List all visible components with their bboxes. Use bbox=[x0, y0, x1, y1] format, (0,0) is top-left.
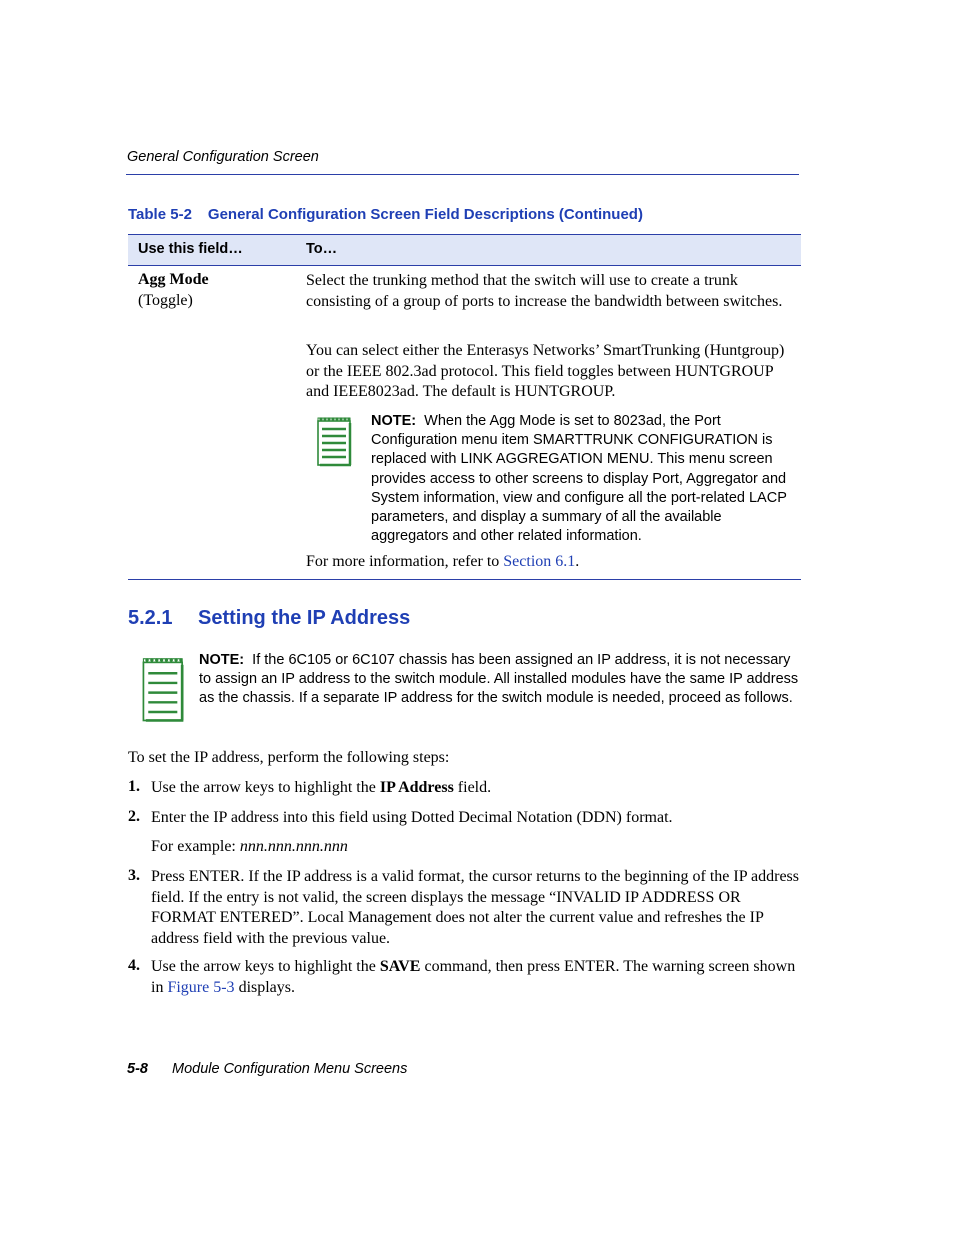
table-bottom-rule bbox=[128, 579, 801, 580]
running-header: General Configuration Screen bbox=[127, 149, 319, 165]
notepad-icon bbox=[141, 655, 187, 723]
header-rule bbox=[126, 174, 799, 175]
table-caption bbox=[128, 206, 643, 223]
step-text: Enter the IP address into this field using Dotted Decimal Notation (DDN) format. bbox=[151, 809, 673, 826]
note-body: If the 6C105 or 6C107 chassis has been assigned an IP address, it is not necessary to assign an IP address to the switch module. All installed modules have the same IP address as the chassis. If a separate IP address for the switch module is needed, proceed as follows. bbox=[199, 652, 799, 707]
note-body: When the Agg Mode is set to 8023ad, the Port Configuration menu item SMARTTRUNK CONFIGURATION is replaced with LINK AGGREGATION MENU. This menu screen provides access to other screens to display Port, Aggregator and System information, view and configure all the port-related LACP parameters, and display a summary of all the available aggregators and other related information. bbox=[371, 413, 787, 545]
section-number: 5.2.1 bbox=[128, 607, 173, 629]
note-agg-mode bbox=[371, 412, 796, 546]
step-text: Use the arrow keys to highlight the IP Address field. bbox=[151, 779, 492, 796]
field-type: (Toggle) bbox=[138, 292, 193, 309]
note-label: NOTE: bbox=[199, 652, 245, 668]
footer-title: Module Configuration Menu Screens bbox=[172, 1061, 408, 1077]
column-header-field: Use this field… bbox=[138, 241, 243, 257]
step-text: Press ENTER. If the IP address is a valid format, the cursor returns to the beginning of the IP address field. If the entry is not valid, the screen displays the message “INVALID IP ADDRESS OR FORMAT ENTERED”. Local Management does not alter the current value and refreshes the IP address field with the previous value. bbox=[151, 868, 799, 947]
field-name: Agg Mode bbox=[138, 271, 209, 288]
field-description-paragraph: Select the trunking method that the switch will use to create a trunk consisting of a group of ports to increase the bandwidth between switches. bbox=[306, 272, 783, 310]
notepad-icon bbox=[316, 415, 354, 467]
step-number: 2. bbox=[128, 808, 140, 825]
step-number: 4. bbox=[128, 957, 140, 974]
note-ip-address bbox=[199, 651, 801, 709]
step-number: 3. bbox=[128, 867, 140, 884]
figure-5-3-link[interactable]: Figure 5-3 bbox=[167, 978, 235, 996]
table-caption-number: Table 5-2 bbox=[128, 206, 192, 223]
field-description-paragraph: For more information, refer to Section 6.1. bbox=[306, 553, 580, 570]
section-heading bbox=[128, 607, 410, 630]
steps-intro: To set the IP address, perform the following steps: bbox=[128, 749, 450, 766]
note-label: NOTE: bbox=[371, 413, 417, 429]
table-header-row bbox=[128, 234, 801, 266]
column-header-to: To… bbox=[306, 241, 338, 257]
table-caption-title: General Configuration Screen Field Descriptions (Continued) bbox=[207, 206, 643, 223]
section-6-1-link[interactable]: Section 6.1 bbox=[503, 553, 576, 570]
step-example: For example: nnn.nnn.nnn.nnn bbox=[151, 838, 348, 855]
example-value: nnn.nnn.nnn.nnn bbox=[239, 838, 348, 855]
field-description-paragraph: You can select either the Enterasys Networks’ SmartTrunking (Huntgroup) or the IEEE 802.3ad protocol. This field toggles between HUNTGROUP and IEEE8023ad. The default is HUNTGROUP. bbox=[306, 342, 785, 400]
section-title: Setting the IP Address bbox=[198, 607, 411, 629]
step-number: 1. bbox=[128, 778, 140, 795]
step-text: Use the arrow keys to highlight the SAVE command, then press ENTER. The warning screen shown in Figure 5-3 displays. bbox=[151, 958, 796, 996]
page-number: 5-8 bbox=[127, 1061, 148, 1077]
